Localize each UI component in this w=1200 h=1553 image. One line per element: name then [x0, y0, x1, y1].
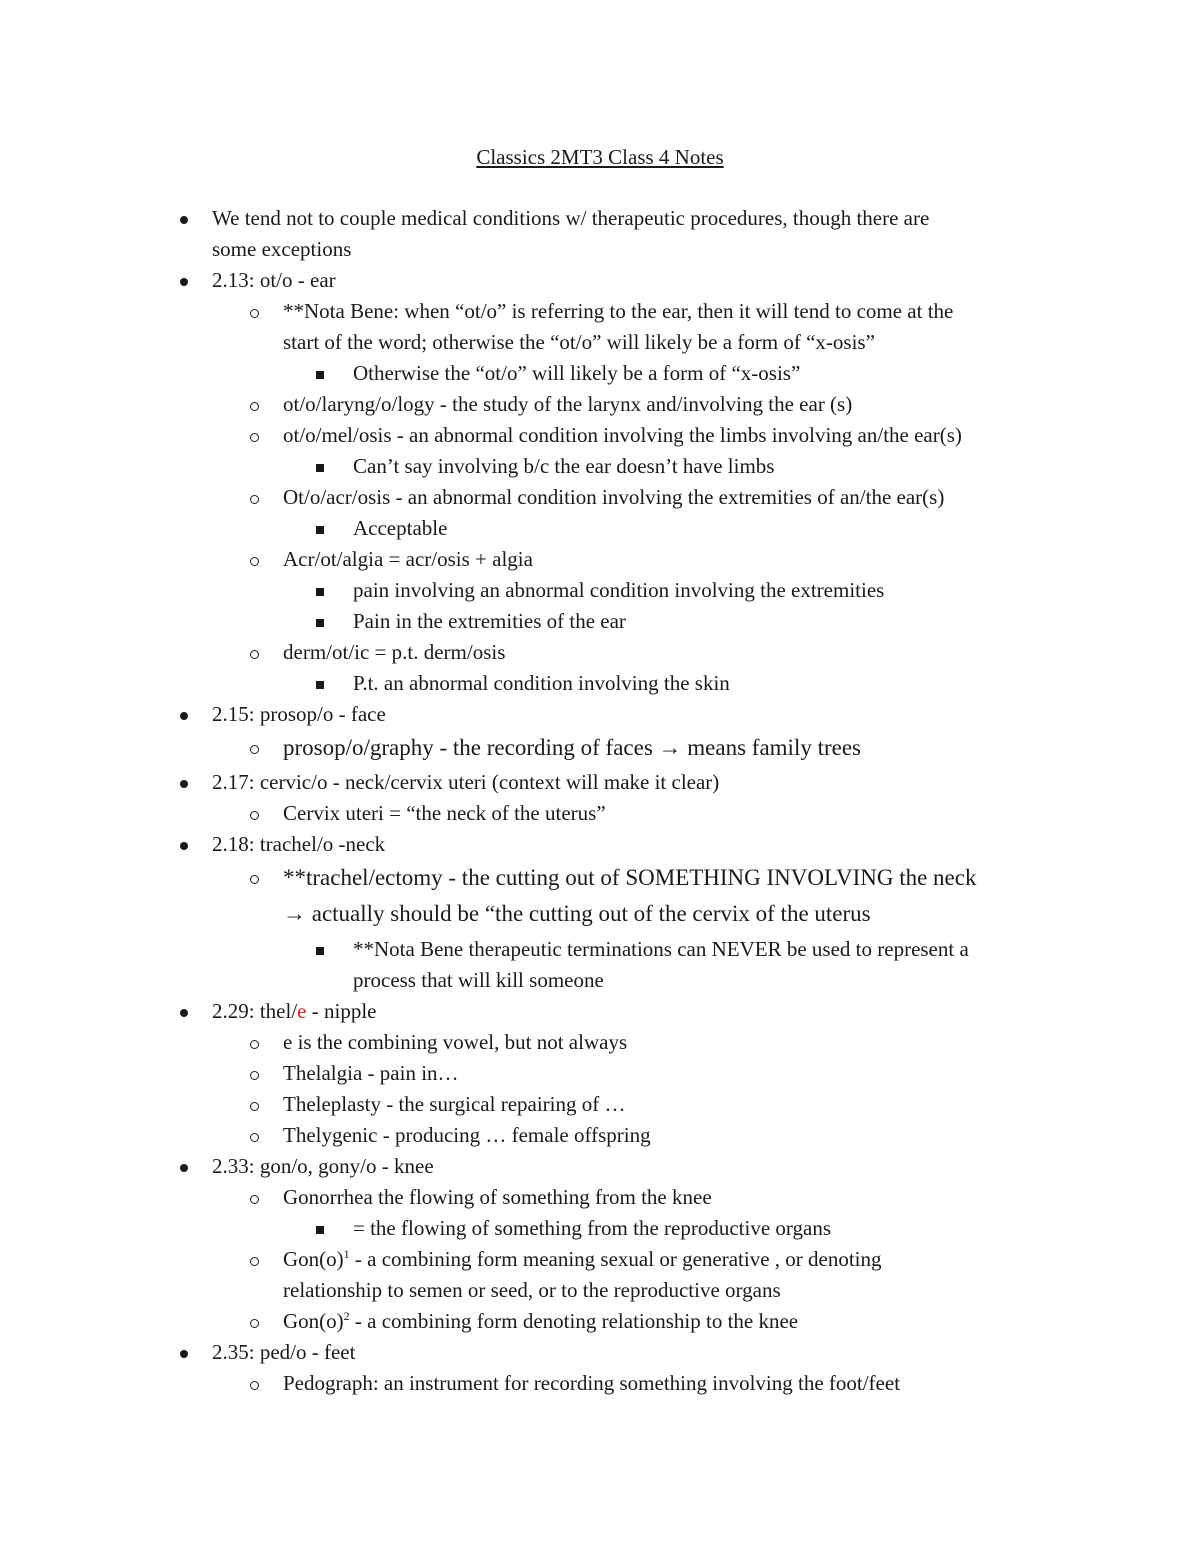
list-item: Theleplasty - the surgical repairing of … — [283, 1092, 626, 1116]
circle-bullet-icon — [250, 732, 259, 763]
list-item: Gonorrhea the flowing of something from the knee — [283, 1185, 712, 1209]
circle-bullet-icon — [250, 389, 259, 420]
list-item-continued: process that will kill someone — [353, 968, 604, 992]
circle-bullet-icon — [250, 1306, 259, 1337]
circle-bullet-icon — [250, 1368, 259, 1399]
list-item-text: Gon(o) — [283, 1309, 344, 1333]
list-item: Thelygenic - producing … female offspring — [283, 1123, 651, 1147]
list-item-continued: some exceptions — [212, 237, 352, 261]
circle-bullet-icon — [250, 637, 259, 668]
list-item-text: - a combining form meaning sexual or generative , or denoting — [349, 1247, 882, 1271]
list-item: ot/o/mel/osis - an abnormal condition involving the limbs involving an/the ear(s) — [283, 423, 962, 447]
list-item: **trachel/ectomy - the cutting out of SOMETHING INVOLVING the neck — [283, 865, 977, 890]
list-item: 2.13: ot/o - ear — [212, 268, 336, 292]
list-item-text: - nipple — [306, 999, 377, 1023]
list-item: Pedograph: an instrument for recording something involving the foot/feet — [283, 1371, 901, 1395]
list-item-continued: relationship to semen or seed, or to the reproductive organs — [283, 1278, 781, 1302]
list-item: **Nota Bene therapeutic terminations can NEVER be used to represent a — [353, 937, 969, 961]
list-item-continued: → actually should be “the cutting out of the cervix of the uterus — [283, 901, 871, 926]
superscript: 1 — [343, 1247, 350, 1261]
circle-bullet-icon — [250, 862, 259, 893]
list-item: Acr/ot/algia = acr/osis + algia — [283, 547, 533, 571]
circle-bullet-icon — [250, 1182, 259, 1213]
circle-bullet-icon — [250, 482, 259, 513]
square-bullet-icon — [316, 606, 324, 637]
circle-bullet-icon — [250, 798, 259, 829]
bullet-icon — [180, 203, 188, 234]
square-bullet-icon — [316, 358, 324, 389]
list-item: P.t. an abnormal condition involving the skin — [353, 671, 730, 695]
page-title: Classics 2MT3 Class 4 Notes — [476, 145, 724, 169]
list-item-text: - a combining form denoting relationship to the knee — [349, 1309, 799, 1333]
list-item: derm/ot/ic = p.t. derm/osis — [283, 640, 506, 664]
list-item: Can’t say involving b/c the ear doesn’t have limbs — [353, 454, 775, 478]
list-item-text: Gon(o) — [283, 1247, 344, 1271]
list-item: pain involving an abnormal condition involving the extremities — [353, 578, 885, 602]
list-item: 2.33: gon/o, gony/o - knee — [212, 1154, 434, 1178]
square-bullet-icon — [316, 513, 324, 544]
bullet-icon — [180, 1151, 188, 1182]
list-item: **Nota Bene: when “ot/o” is referring to the ear, then it will tend to come at the — [283, 299, 954, 323]
square-bullet-icon — [316, 575, 324, 606]
list-item: We tend not to couple medical conditions w/ therapeutic procedures, though there are — [212, 206, 930, 230]
list-item — [212, 996, 376, 1027]
bullet-icon — [180, 829, 188, 860]
list-item: ot/o/laryng/o/logy - the study of the larynx and/involving the ear (s) — [283, 392, 853, 416]
bullet-icon — [180, 1337, 188, 1368]
circle-bullet-icon — [250, 1089, 259, 1120]
circle-bullet-icon — [250, 1120, 259, 1151]
list-item: Acceptable — [353, 516, 448, 540]
circle-bullet-icon — [250, 544, 259, 575]
circle-bullet-icon — [250, 1244, 259, 1275]
bullet-icon — [180, 265, 188, 296]
square-bullet-icon — [316, 668, 324, 699]
square-bullet-icon — [316, 451, 324, 482]
highlighted-vowel: e — [297, 999, 307, 1023]
list-item — [283, 1244, 882, 1275]
list-item: 2.35: ped/o - feet — [212, 1340, 356, 1364]
bullet-icon — [180, 996, 188, 1027]
square-bullet-icon — [316, 934, 324, 965]
list-item: Cervix uteri = “the neck of the uterus” — [283, 801, 606, 825]
list-item — [283, 1306, 798, 1337]
list-item: prosop/o/graphy - the recording of faces → means family trees — [283, 735, 861, 760]
list-item: Ot/o/acr/osis - an abnormal condition involving the extremities of an/the ear(s) — [283, 485, 945, 509]
list-item: Thelalgia - pain in… — [283, 1061, 459, 1085]
circle-bullet-icon — [250, 1027, 259, 1058]
circle-bullet-icon — [250, 296, 259, 327]
bullet-icon — [180, 767, 188, 798]
list-item: 2.17: cervic/o - neck/cervix uteri (context will make it clear) — [212, 770, 720, 794]
list-item-text: 2.29: thel/ — [212, 999, 298, 1023]
square-bullet-icon — [316, 1213, 324, 1244]
list-item: 2.15: prosop/o - face — [212, 702, 386, 726]
list-item: Otherwise the “ot/o” will likely be a form of “x-osis” — [353, 361, 801, 385]
list-item: 2.18: trachel/o -neck — [212, 832, 386, 856]
circle-bullet-icon — [250, 1058, 259, 1089]
list-item: Pain in the extremities of the ear — [353, 609, 626, 633]
bullet-icon — [180, 699, 188, 730]
list-item: = the flowing of something from the reproductive organs — [353, 1216, 832, 1240]
circle-bullet-icon — [250, 420, 259, 451]
superscript: 2 — [343, 1309, 350, 1323]
list-item-continued: start of the word; otherwise the “ot/o” will likely be a form of “x-osis” — [283, 330, 875, 354]
list-item: e is the combining vowel, but not always — [283, 1030, 628, 1054]
